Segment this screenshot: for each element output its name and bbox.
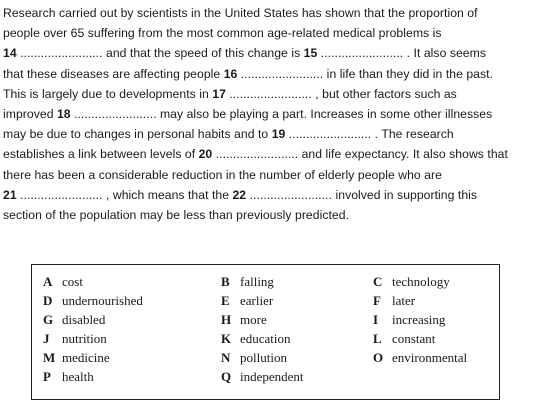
option-letter: H [221, 312, 232, 327]
passage-line [3, 144, 531, 164]
passage-line [3, 165, 531, 185]
passage-segment: improved [3, 106, 57, 121]
passage-text [3, 3, 531, 225]
option-item [43, 272, 83, 291]
option-item [43, 329, 107, 348]
passage-segment: ........................ may also be playing a part. Increases in some other illnesses [70, 106, 493, 121]
option-letter: F [373, 293, 381, 308]
option-item [221, 348, 287, 367]
passage-segment: Research carried out by scientists in the United States has shown that the proportion of [3, 6, 478, 20]
passage-line [3, 124, 531, 144]
option-word: independent [240, 369, 304, 384]
option-letter: A [43, 274, 53, 289]
option-letter: O [373, 350, 384, 365]
option-word: medicine [62, 350, 110, 365]
option-word: more [240, 312, 267, 327]
option-letter: D [43, 293, 53, 308]
option-word: technology [392, 274, 450, 289]
question-number: 20 [198, 147, 213, 162]
passage-segment: there has been a considerable reduction in the number of elderly people who are [3, 167, 442, 182]
passage-segment: people over 65 suffering from the most common age-related medical problems is [3, 26, 442, 41]
question-number: 21 [3, 187, 17, 202]
passage-segment: ........................ and life expectancy. It also shows that [212, 147, 508, 162]
option-word: education [240, 331, 291, 346]
passage-line [3, 43, 531, 63]
question-number: 17 [212, 86, 226, 101]
option-item [43, 367, 94, 386]
option-letter: C [373, 274, 383, 289]
passage-segment: that these diseases are affecting people [3, 66, 224, 81]
option-item [373, 272, 450, 291]
option-word: earlier [240, 293, 274, 308]
question-number: 14 [3, 46, 17, 61]
option-item [373, 348, 467, 367]
option-word: increasing [392, 312, 446, 327]
passage-line [3, 84, 531, 104]
passage-segment: ........................ involved in supporting this [246, 187, 478, 202]
option-letter: J [43, 331, 50, 346]
option-letter: I [373, 312, 379, 327]
option-word: constant [392, 331, 436, 346]
option-word: health [62, 369, 94, 384]
passage-segment: establishes a link between levels of [3, 147, 199, 162]
option-item [221, 329, 291, 348]
passage-segment: ........................ and that the speed of this change is [16, 46, 304, 61]
question-number: 15 [303, 46, 318, 61]
options-box [31, 264, 500, 400]
passage-segment: ........................ , but other factors such as [225, 86, 457, 101]
option-letter: E [221, 293, 230, 308]
option-word: cost [62, 274, 83, 289]
passage-line [3, 64, 531, 84]
option-word: environmental [392, 350, 468, 365]
option-word: disabled [62, 312, 106, 327]
passage-line [3, 205, 531, 225]
passage-segment: ........................ . It also seems [317, 46, 486, 61]
option-letter: L [373, 331, 382, 346]
option-letter: K [221, 331, 232, 346]
passage-segment: ........................ in life than they did in the past. [237, 66, 494, 81]
question-number: 22 [232, 187, 247, 202]
passage-segment: This is largely due to developments in [3, 86, 213, 101]
question-number: 19 [271, 127, 286, 142]
option-letter: B [221, 274, 230, 289]
option-item [373, 310, 445, 329]
option-letter: G [43, 312, 54, 327]
passage-line [3, 104, 531, 124]
passage-line [3, 3, 531, 23]
question-number: 18 [56, 106, 71, 121]
option-item [221, 367, 304, 386]
option-word: later [392, 293, 416, 308]
passage-segment: may be due to changes in personal habits and to [3, 127, 272, 142]
option-letter: M [43, 350, 56, 365]
option-word: falling [240, 274, 274, 289]
option-word: pollution [240, 350, 287, 365]
option-item [43, 291, 143, 310]
option-item [373, 291, 415, 310]
option-item [43, 310, 105, 329]
option-item [221, 272, 274, 291]
option-item [221, 291, 273, 310]
passage-line [3, 23, 531, 43]
passage-segment: ........................ , which means that the [16, 187, 233, 202]
option-word: undernourished [62, 293, 143, 308]
option-word: nutrition [62, 331, 107, 346]
option-item [373, 329, 435, 348]
option-letter: Q [221, 369, 232, 384]
passage-segment: section of the population may be less than previously predicted. [3, 207, 350, 222]
option-item [221, 310, 267, 329]
question-number: 16 [223, 66, 238, 81]
option-letter: N [221, 350, 231, 365]
passage-line [3, 185, 531, 205]
option-item [43, 348, 110, 367]
option-letter: P [43, 369, 51, 384]
passage-segment: ........................ . The research [285, 127, 454, 142]
